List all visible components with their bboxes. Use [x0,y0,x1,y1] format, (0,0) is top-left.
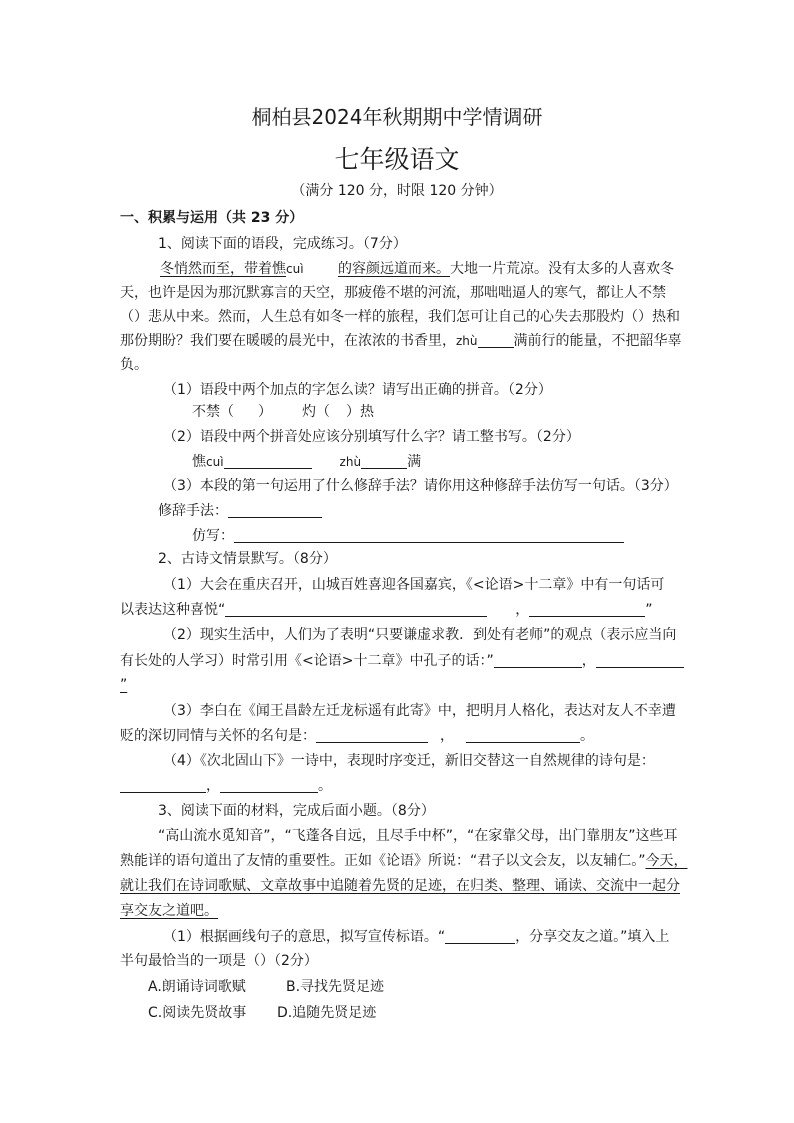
option-d[interactable]: D.追随先贤足迹 [277,1005,377,1021]
exam-meta: （满分 120 分，时限 120 分钟） [291,183,503,199]
answer-blank[interactable] [466,728,580,743]
material-line-4: 享交友之道吧。 [120,903,218,919]
passage-line-4: 那份期盼？我们要在暖暖的晨光中，在浓浓的书香里，zhù 满前行的能量，不把韶华辜 [120,333,682,349]
exam-title: 桐柏县2024年秋期期中学情调研 [251,105,543,129]
imitation-answer: 仿写： [192,526,624,546]
q2-item-2-line-1: （2）现实生活中，人们为了表明“只要谦虚求教．到处有老师”的观点（表示应当向 [163,627,677,643]
sub-question-2-answers: 憔cuì zhù 满 [192,454,422,470]
section-heading: 一、积累与运用（共 23 分） [120,210,304,226]
material-line-1: “高山流水觅知音”，“飞蓬各自远，且尽手中杯”，“在家靠父母，出门靠朋友”这些耳 [158,828,678,844]
answer-blank[interactable] [361,454,407,469]
passage-line-3: （）悲从中来。然而，人生总有如冬一样的旅程，我们怎可让自己的心失去那股灼（）热和 [120,309,680,325]
q3-sub-1-line-1: （1）根据画线句子的意思，拟写宣传标语。“ ，分享交友之道。”填入上 [163,929,670,945]
answer-blank[interactable] [220,778,318,793]
q2-item-1-line-1: （1）大会在重庆召开，山城百姓喜迎各国嘉宾，《<论语>十二章》中有一句话可 [163,577,665,593]
passage-line-2: 天，也许是因为那沉默寡言的天空，那疲倦不堪的河流，那咄咄逼人的寒气，都让人不禁 [120,285,666,301]
passage-line-5: 负。 [120,357,148,373]
answer-blank[interactable] [316,728,428,743]
q2-item-3-line-1: （3）李白在《闻王昌龄左迁龙标遥有此寄》中，把明月人格化，表达对友人不幸遭 [163,703,676,719]
q2-item-4-line-2: ， 。 [120,776,332,796]
pinyin-zhu: zhù [456,334,478,348]
answer-blank[interactable] [225,602,487,617]
material-line-2: 熟能详的语句道出了友情的重要性。正如《论语》所说：“君子以文会友，以友辅仁。”今天， [120,853,688,869]
q2-item-1-line-2: 以表达这种喜悦“ ， ” [120,602,653,618]
answer-blank[interactable] [445,929,515,944]
passage-line-1: 冬悄然而至，带着憔cuì 的容颜远道而来。大地一片荒凉。没有太多的人喜欢冬 [160,261,674,277]
q3-sub-1-line-2: 半句最恰当的一项是（）（2分） [120,953,318,969]
question-3-prompt: 3、阅读下面的材料，完成后面小题。（8分） [158,803,435,819]
option-a[interactable]: A.朗诵诗词歌赋 [148,979,246,995]
answer-blank[interactable] [228,503,322,518]
answer-blank[interactable] [224,454,312,469]
material-line-3: 就让我们在诗词歌赋、文章故事中追随着先贤的足迹，在归类、整理、诵读、交流中一起分 [120,878,680,894]
q2-item-4-line-1: （4）《次北固山下》一诗中，表现时序变迁，新旧交替这一自然规律的诗句是： [163,753,655,769]
q2-item-2-line-2: 有长处的人学习）时常引用《<论语>十二章》中孔子的话：” ， [120,651,684,671]
underlined-sentence: 冬悄然而至，带着憔cuì 的容颜远道而来。 [160,261,450,277]
option-b[interactable]: B.寻找先贤足迹 [286,979,385,995]
rhetoric-answer: 修辞手法： [158,501,322,521]
pinyin-cui-2: cuì [206,455,224,469]
sub-question-1: （1）语段中两个加点的字怎么读？请写出正确的拼音。（2分） [163,382,552,398]
answer-blank[interactable] [234,528,624,543]
sub-question-2: （2）语段中两个拼音处应该分别填写什么字？请工整书写。（2分） [163,429,580,445]
underlined-sentence-start: 今天， [645,853,688,869]
subject-title: 七年级语文 [334,145,460,174]
answer-blank[interactable] [529,602,645,617]
sub-question-3: （3）本段的第一句运用了什么修辞手法？请你用这种修辞手法仿写一句话。（3分） [163,478,678,494]
sub-question-1-answers: 不禁（ ） 灼（ ）热 [192,404,374,420]
question-1-prompt: 1、阅读下面的语段，完成练习。（7分） [158,236,407,252]
pinyin-cui: cuì [286,262,304,276]
answer-blank[interactable] [596,653,684,668]
answer-blank[interactable] [494,653,582,668]
option-c[interactable]: C.阅读先贤故事 [148,1005,247,1021]
pinyin-zhu-2: zhù [339,455,362,469]
answer-blank[interactable] [120,778,206,793]
answer-blank[interactable] [478,333,514,348]
question-2-prompt: 2、古诗文情景默写。（8分） [158,551,337,567]
q2-item-3-line-2: 贬的深切同情与关怀的名句是： ， 。 [120,728,594,744]
q2-item-2-line-3: ” [120,677,128,693]
